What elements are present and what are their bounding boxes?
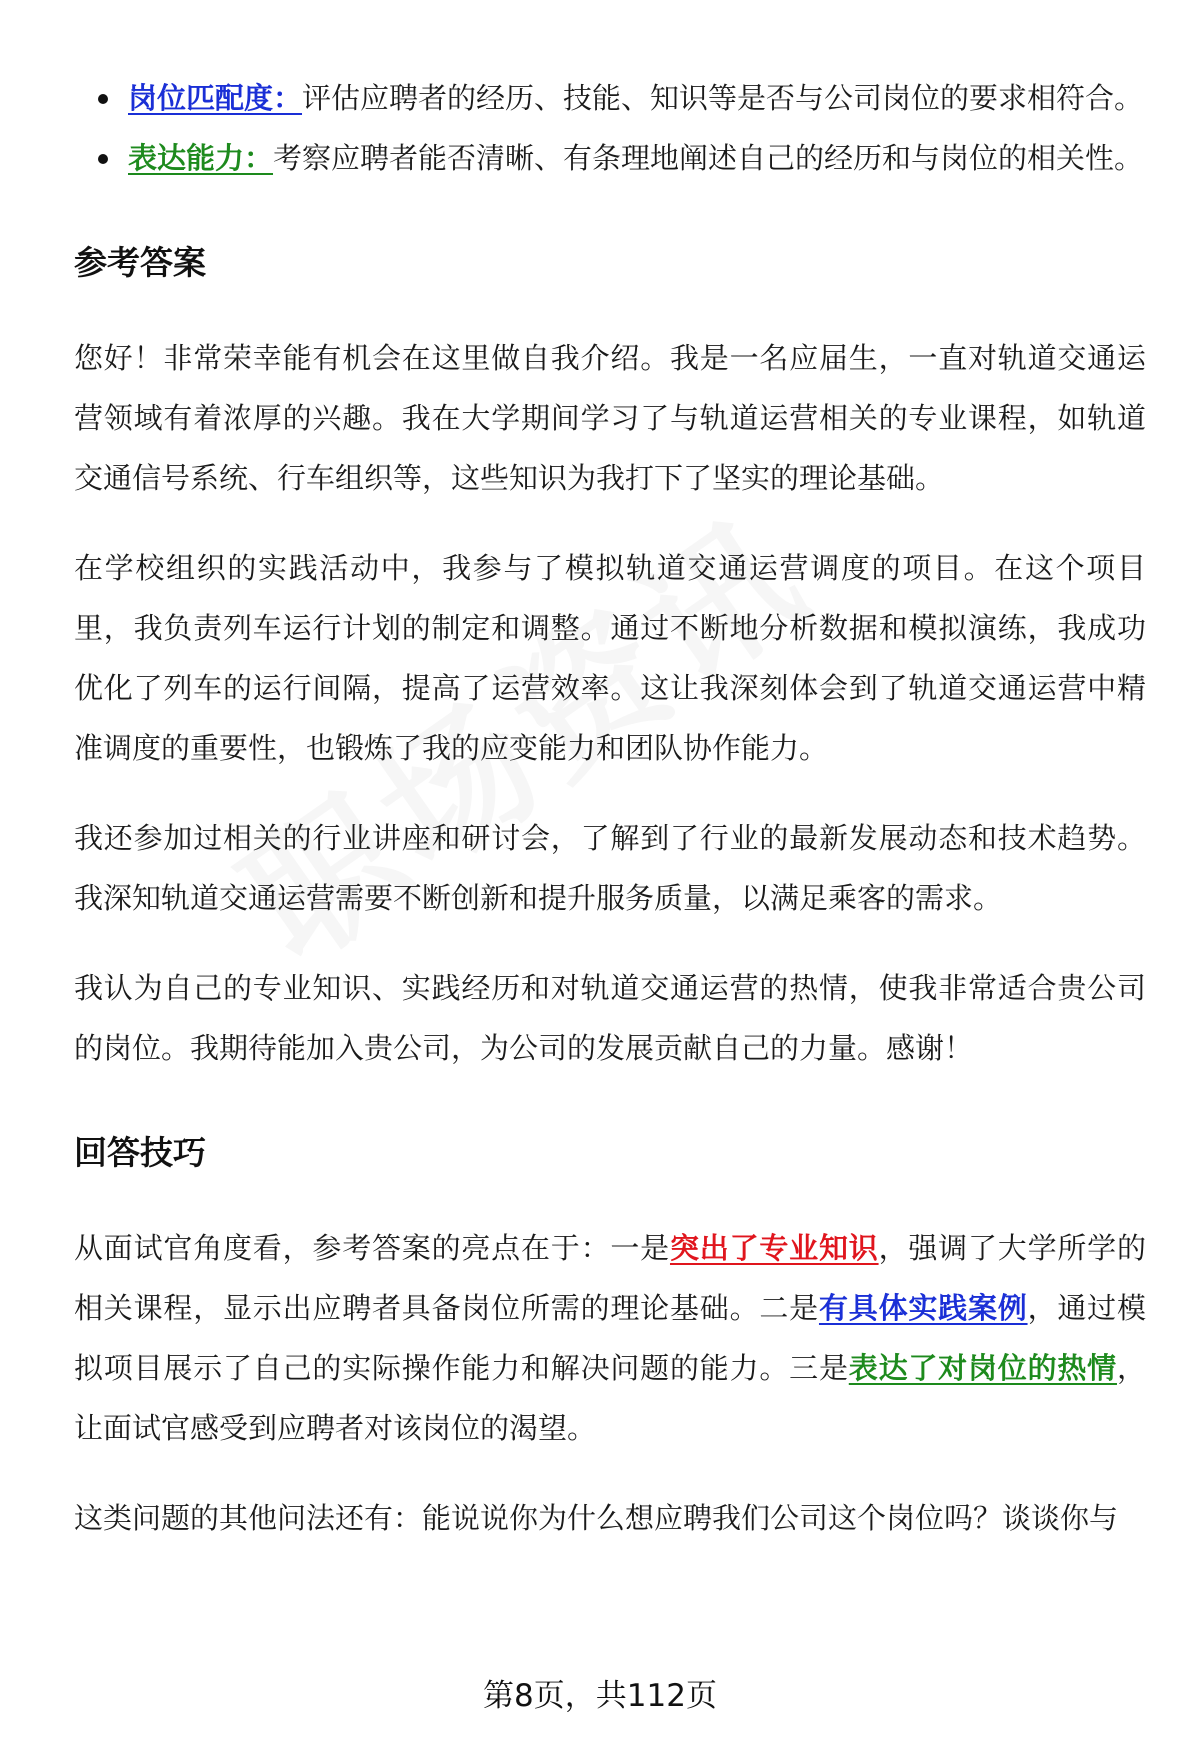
- highlight-practice-case: 有具体实践案例: [818, 1291, 1028, 1325]
- reference-paragraph: 我认为自己的专业知识、实践经历和对轨道交通运营的热情，使我非常适合贵公司的岗位。我期待能加入贵公司，为公司的发展贡献自己的力量。感谢！: [74, 971, 1146, 1065]
- document-page: [74, 68, 1146, 1578]
- reference-paragraph: 我还参加过相关的行业讲座和研讨会，了解到了行业的最新发展动态和技术趋势。我深知轨道交通运营需要不断创新和提升服务质量，以满足乘客的需求。: [74, 821, 1146, 915]
- tips-paragraph: 这类问题的其他问法还有：能说说你为什么想应聘我们公司这个岗位吗？谈谈你与: [74, 1501, 1119, 1535]
- tips-text: ，强调了大学所学的相关课程，显示出应聘者具备岗位所需的理论基础。二是: [74, 1231, 1146, 1325]
- tips-text: ，让面试官感受到应聘者对该岗位的渴望。: [74, 1351, 1146, 1445]
- bullet-icon: [98, 154, 108, 164]
- highlight-professional-knowledge: 突出了专业知识: [669, 1231, 879, 1265]
- list-item: [74, 68, 1146, 128]
- criteria-text: 评估应聘者的经历、技能、知识等是否与公司岗位的要求相符合。: [302, 81, 1144, 115]
- tips-text: ，通过模拟项目展示了自己的实际操作能力和解决问题的能力。三是: [74, 1291, 1146, 1385]
- criteria-keyword: 表达能力：: [128, 141, 274, 175]
- criteria-text: 考察应聘者能否清晰、有条理地阐述自己的经历和与岗位的相关性。: [273, 141, 1144, 175]
- answer-tips-heading: 回答技巧: [74, 1133, 206, 1172]
- bullet-icon: [98, 94, 108, 104]
- criteria-list: [74, 68, 1146, 188]
- tips-text: 从面试官角度看，参考答案的亮点在于：一是: [74, 1231, 670, 1265]
- page-number-footer: 第8页，共112页: [483, 1678, 717, 1714]
- criteria-keyword: 岗位匹配度：: [128, 81, 303, 115]
- highlight-enthusiasm: 表达了对岗位的热情: [848, 1351, 1117, 1385]
- tips-paragraph: [74, 1218, 1146, 1458]
- reference-paragraph: 在学校组织的实践活动中，我参与了模拟轨道交通运营调度的项目。在这个项目里，我负责列车运行计划的制定和调整。通过不断地分析数据和模拟演练，我成功优化了列车的运行间隔，提高了运营效率。这让我深刻体会到了轨道交通运营中精准调度的重要性，也锻炼了我的应变能力和团队协作能力。: [74, 551, 1146, 765]
- reference-paragraph: 您好！非常荣幸能有机会在这里做自我介绍。我是一名应届生，一直对轨道交通运营领域有着浓厚的兴趣。我在大学期间学习了与轨道运营相关的专业课程，如轨道交通信号系统、行车组织等，这些知识为我打下了坚实的理论基础。: [74, 341, 1146, 495]
- reference-answer-heading: 参考答案: [74, 243, 206, 282]
- list-item: [74, 128, 1146, 188]
